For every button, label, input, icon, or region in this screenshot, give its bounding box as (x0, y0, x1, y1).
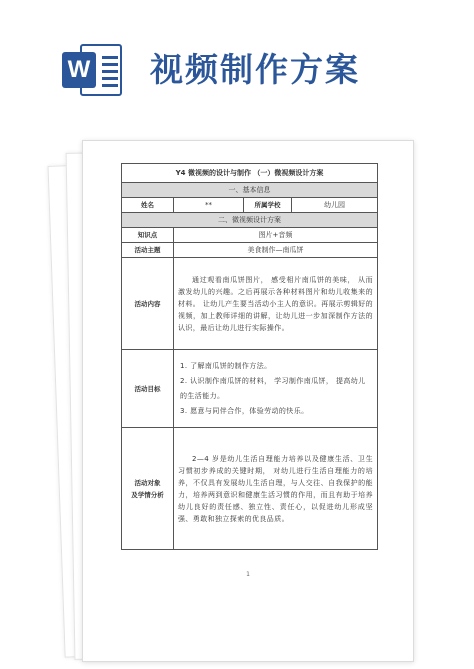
name-label: 姓名 (122, 198, 174, 213)
goal-item: 1. 了解南瓜饼的制作方法。 (180, 361, 272, 370)
document-page (82, 140, 414, 662)
table-title: Y4 微视频的设计与制作 （一）微视频设计方案 (122, 164, 378, 183)
section-basic-info: 一、基本信息 (122, 183, 378, 198)
analysis-label-line2: 及学情分析 (131, 490, 164, 499)
theme-label: 活动主题 (122, 243, 174, 258)
goal-item: 3. 愿意与同伴合作，体验劳动的快乐。 (180, 406, 309, 415)
analysis-label-line1: 活动对象 (134, 478, 161, 487)
analysis-label (122, 428, 174, 550)
goal-item: 2. 认识制作南瓜饼的材料， 学习制作南瓜饼， 提高幼儿的生活能力。 (180, 376, 366, 400)
knowledge-label: 知识点 (122, 228, 174, 243)
goal-label: 活动目标 (122, 350, 174, 428)
analysis-text: 2—4 岁是幼儿生活自理能力培养以及健康生活、卫生习惯初步养成的关键时期， 对幼儿进行生活自理能力的培养，不仅具有发展幼儿生活自理，与人交往、自我保护的能力，培养两到意识和健康生活习惯的作用，而且有助于培养幼儿良好的责任感、独立性、责任心，以促进幼儿形成坚强、勇敢和独立探索的优良品质。 (174, 428, 378, 550)
goal-list (174, 350, 378, 428)
theme-value: 美食制作—南瓜饼 (174, 243, 378, 258)
design-plan-table (121, 163, 378, 550)
page-number: 1 (246, 571, 250, 578)
content-text: 通过观看南瓜饼图片， 感受相片南瓜饼的美味， 从而激发幼儿的兴趣。之后再展示各种材料图片和幼儿收集来的材料。 让幼儿产生要当活动小主人的意识。再展示剪辑好的视频，加上教师详细的讲解，让幼儿进一步加深制作方法的认识，最后让幼儿进行实际操作。 (174, 258, 378, 350)
word-letter: W (62, 52, 96, 88)
banner (0, 0, 474, 118)
content-label: 活动内容 (122, 258, 174, 350)
banner-title: 视频制作方案 (150, 50, 360, 89)
school-label: 所属学校 (244, 198, 292, 213)
name-value: ** (174, 198, 244, 213)
knowledge-value: 图片+音频 (174, 228, 378, 243)
word-document-icon (62, 40, 124, 100)
school-value: 幼儿园 (292, 198, 378, 213)
section-design-plan: 二、微视频设计方案 (122, 213, 378, 228)
